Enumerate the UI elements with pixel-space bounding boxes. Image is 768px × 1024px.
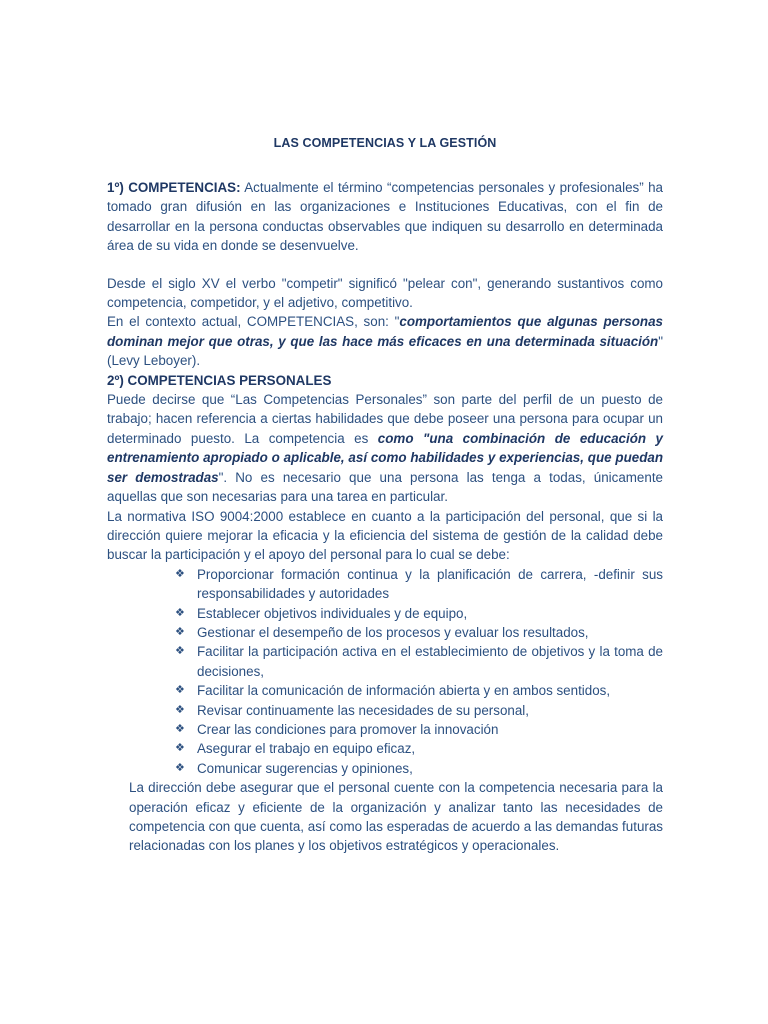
closing-paragraph: La dirección debe asegurar que el personal cuente con la competencia necesaria para la operación eficaz y eficiente de la organización y analizar tanto las necesidades de competencia con que cuenta, así como las esperadas de acuerdo a las demandas futuras relacionadas con los planes y los objetivos estratégicos y operacionales. [129,780,663,854]
diamond-bullet-icon: ❖ [175,742,185,755]
section-2-emphasis: como "una combinación de educación y entrenamiento apropiado o aplicable, así como habilidades y experiencias, que puedan ser demostradas [107,430,663,485]
iso-paragraph: La normativa ISO 9004:2000 establece en cuanto a la participación del personal, que si la dirección quiere mejorar la eficacia y la eficiencia del sistema de gestión de la calidad debe buscar la participación y el apoyo del personal para lo cual se debe: [107,508,663,563]
section-2-pre: Puede decirse que “Las Competencias Personales” son parte del perfil de un puesto de trabajo; hacen referencia a ciertas habilidades que debe poseer una persona para ocupar un determinado puesto. La competencia es [107,392,663,446]
context-emphasis: comportamientos que algunas personas dominan mejor que otras, y que las hace más eficaces en una determinada situación [107,314,663,349]
bullet-item [107,681,663,700]
bullet-item [107,623,663,642]
diamond-bullet-icon: ❖ [175,684,185,697]
bullet-text: Facilitar la participación activa en el establecimiento de objetivos y la toma de decisiones, [197,644,663,679]
bullet-text: Gestionar el desempeño de los procesos y evaluar los resultados, [197,624,589,640]
bullet-item [107,739,663,758]
section-2-heading: 2º) COMPETENCIAS PERSONALES [107,372,332,388]
diamond-bullet-icon: ❖ [175,567,185,580]
bullet-item [107,759,663,778]
document-page [107,128,663,856]
bullet-list [107,565,663,778]
bullet-text: Proporcionar formación continua y la planificación de carrera, -definir sus responsabilidades y autoridades [197,566,663,602]
document-title: LAS COMPETENCIAS Y LA GESTIÓN [273,136,497,150]
context-pre: En el contexto actual, COMPETENCIAS, son: " [107,314,400,330]
bullet-item [107,701,663,720]
diamond-bullet-icon: ❖ [175,703,185,716]
bullet-item [107,604,663,623]
bullet-text: Crear las condiciones para promover la innovación [197,721,499,737]
section-2-paragraph [107,390,663,506]
bullet-text: Revisar continuamente las necesidades de su personal, [197,702,529,718]
bullet-text: Comunicar sugerencias y opiniones, [197,760,413,776]
diamond-bullet-icon: ❖ [175,761,185,774]
bullet-item [107,642,663,681]
diamond-bullet-icon: ❖ [175,606,185,619]
diamond-bullet-icon: ❖ [175,625,185,638]
bullet-text: Establecer objetivos individuales y de equipo, [197,605,468,621]
section-1-heading: 1º) COMPETENCIAS: [107,180,241,195]
diamond-bullet-icon: ❖ [175,645,185,658]
bullet-text: Facilitar la comunicación de información abierta y en ambos sentidos, [197,683,611,699]
bullet-item [107,720,663,739]
section-2-post: ". No es necesario que una persona las tenga a todas, únicamente aquellas que son necesarias para una tarea en particular. [107,469,663,505]
context-post: " (Levy Leboyer). [107,333,663,369]
section-1-text: Actualmente el término “competencias personales y profesionales” ha tomado gran difusión en las organizaciones e Instituciones Educativas, con el fin de desarrollar en la persona conductas observables que indiquen su desarrollo en determinada área de su vida en donde se desenvuelve. [107,180,663,254]
bullet-text: Asegurar el trabajo en equipo eficaz, [197,741,416,757]
bullet-item [107,565,663,604]
section-1-paragraph [107,178,663,256]
spacer [107,256,663,274]
diamond-bullet-icon: ❖ [175,722,185,735]
context-paragraph [107,312,663,370]
history-paragraph: Desde el siglo XV el verbo "competir" significó "pelear con", generando sustantivos como competencia, competidor, y el adjetivo, competitivo. [107,275,663,311]
